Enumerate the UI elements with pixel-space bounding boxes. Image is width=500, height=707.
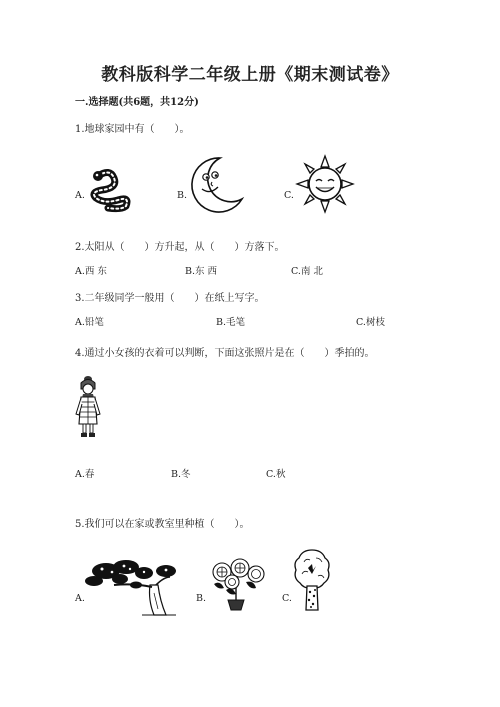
pine-tree-icon	[84, 555, 180, 617]
snake-icon	[88, 166, 134, 212]
q1-option-a-label: A.	[75, 190, 85, 201]
q3-option-a: A.铅笔	[75, 317, 104, 328]
question-1-stem: 1.地球家园中有（ ）。	[75, 124, 190, 135]
q5-option-a-label: A.	[75, 593, 85, 604]
q4-option-c: C.秋	[266, 469, 286, 480]
crescent-moon-face-icon	[190, 155, 245, 213]
q4-option-b: B.冬	[171, 469, 191, 480]
q3-option-b: B.毛笔	[216, 317, 246, 328]
q4-option-a: A.春	[75, 469, 95, 480]
question-4-stem: 4.通过小女孩的衣着可以判断，下面这张照片是在（ ）季拍的。	[75, 348, 375, 359]
q5-option-b-label: B.	[196, 593, 207, 604]
q3-option-c: C.树枝	[356, 317, 385, 328]
question-2-stem: 2.太阳从（ ）方升起，从（ ）方落下。	[75, 242, 285, 253]
q1-option-c-label: C.	[284, 190, 294, 201]
sun-face-icon	[296, 155, 354, 213]
round-tree-icon	[292, 548, 332, 614]
q1-option-b-label: B.	[177, 190, 188, 201]
q5-option-c-label: C.	[282, 593, 292, 604]
q2-option-a: A.西 东	[75, 266, 107, 277]
q2-option-c: C.南 北	[291, 266, 323, 277]
question-3-stem: 3.二年级同学一般用（ ）在纸上写字。	[75, 293, 265, 304]
question-5-stem: 5.我们可以在家或教室里种植（ ）。	[75, 519, 250, 530]
q2-option-b: B.东 西	[185, 266, 218, 277]
section-heading: 一.选择题(共6题，共12分)	[75, 97, 199, 108]
potted-flower-icon	[206, 558, 270, 610]
girl-in-winter-coat-icon	[74, 374, 102, 440]
page-title: 教科版科学二年级上册《期末测试卷》	[101, 65, 399, 85]
